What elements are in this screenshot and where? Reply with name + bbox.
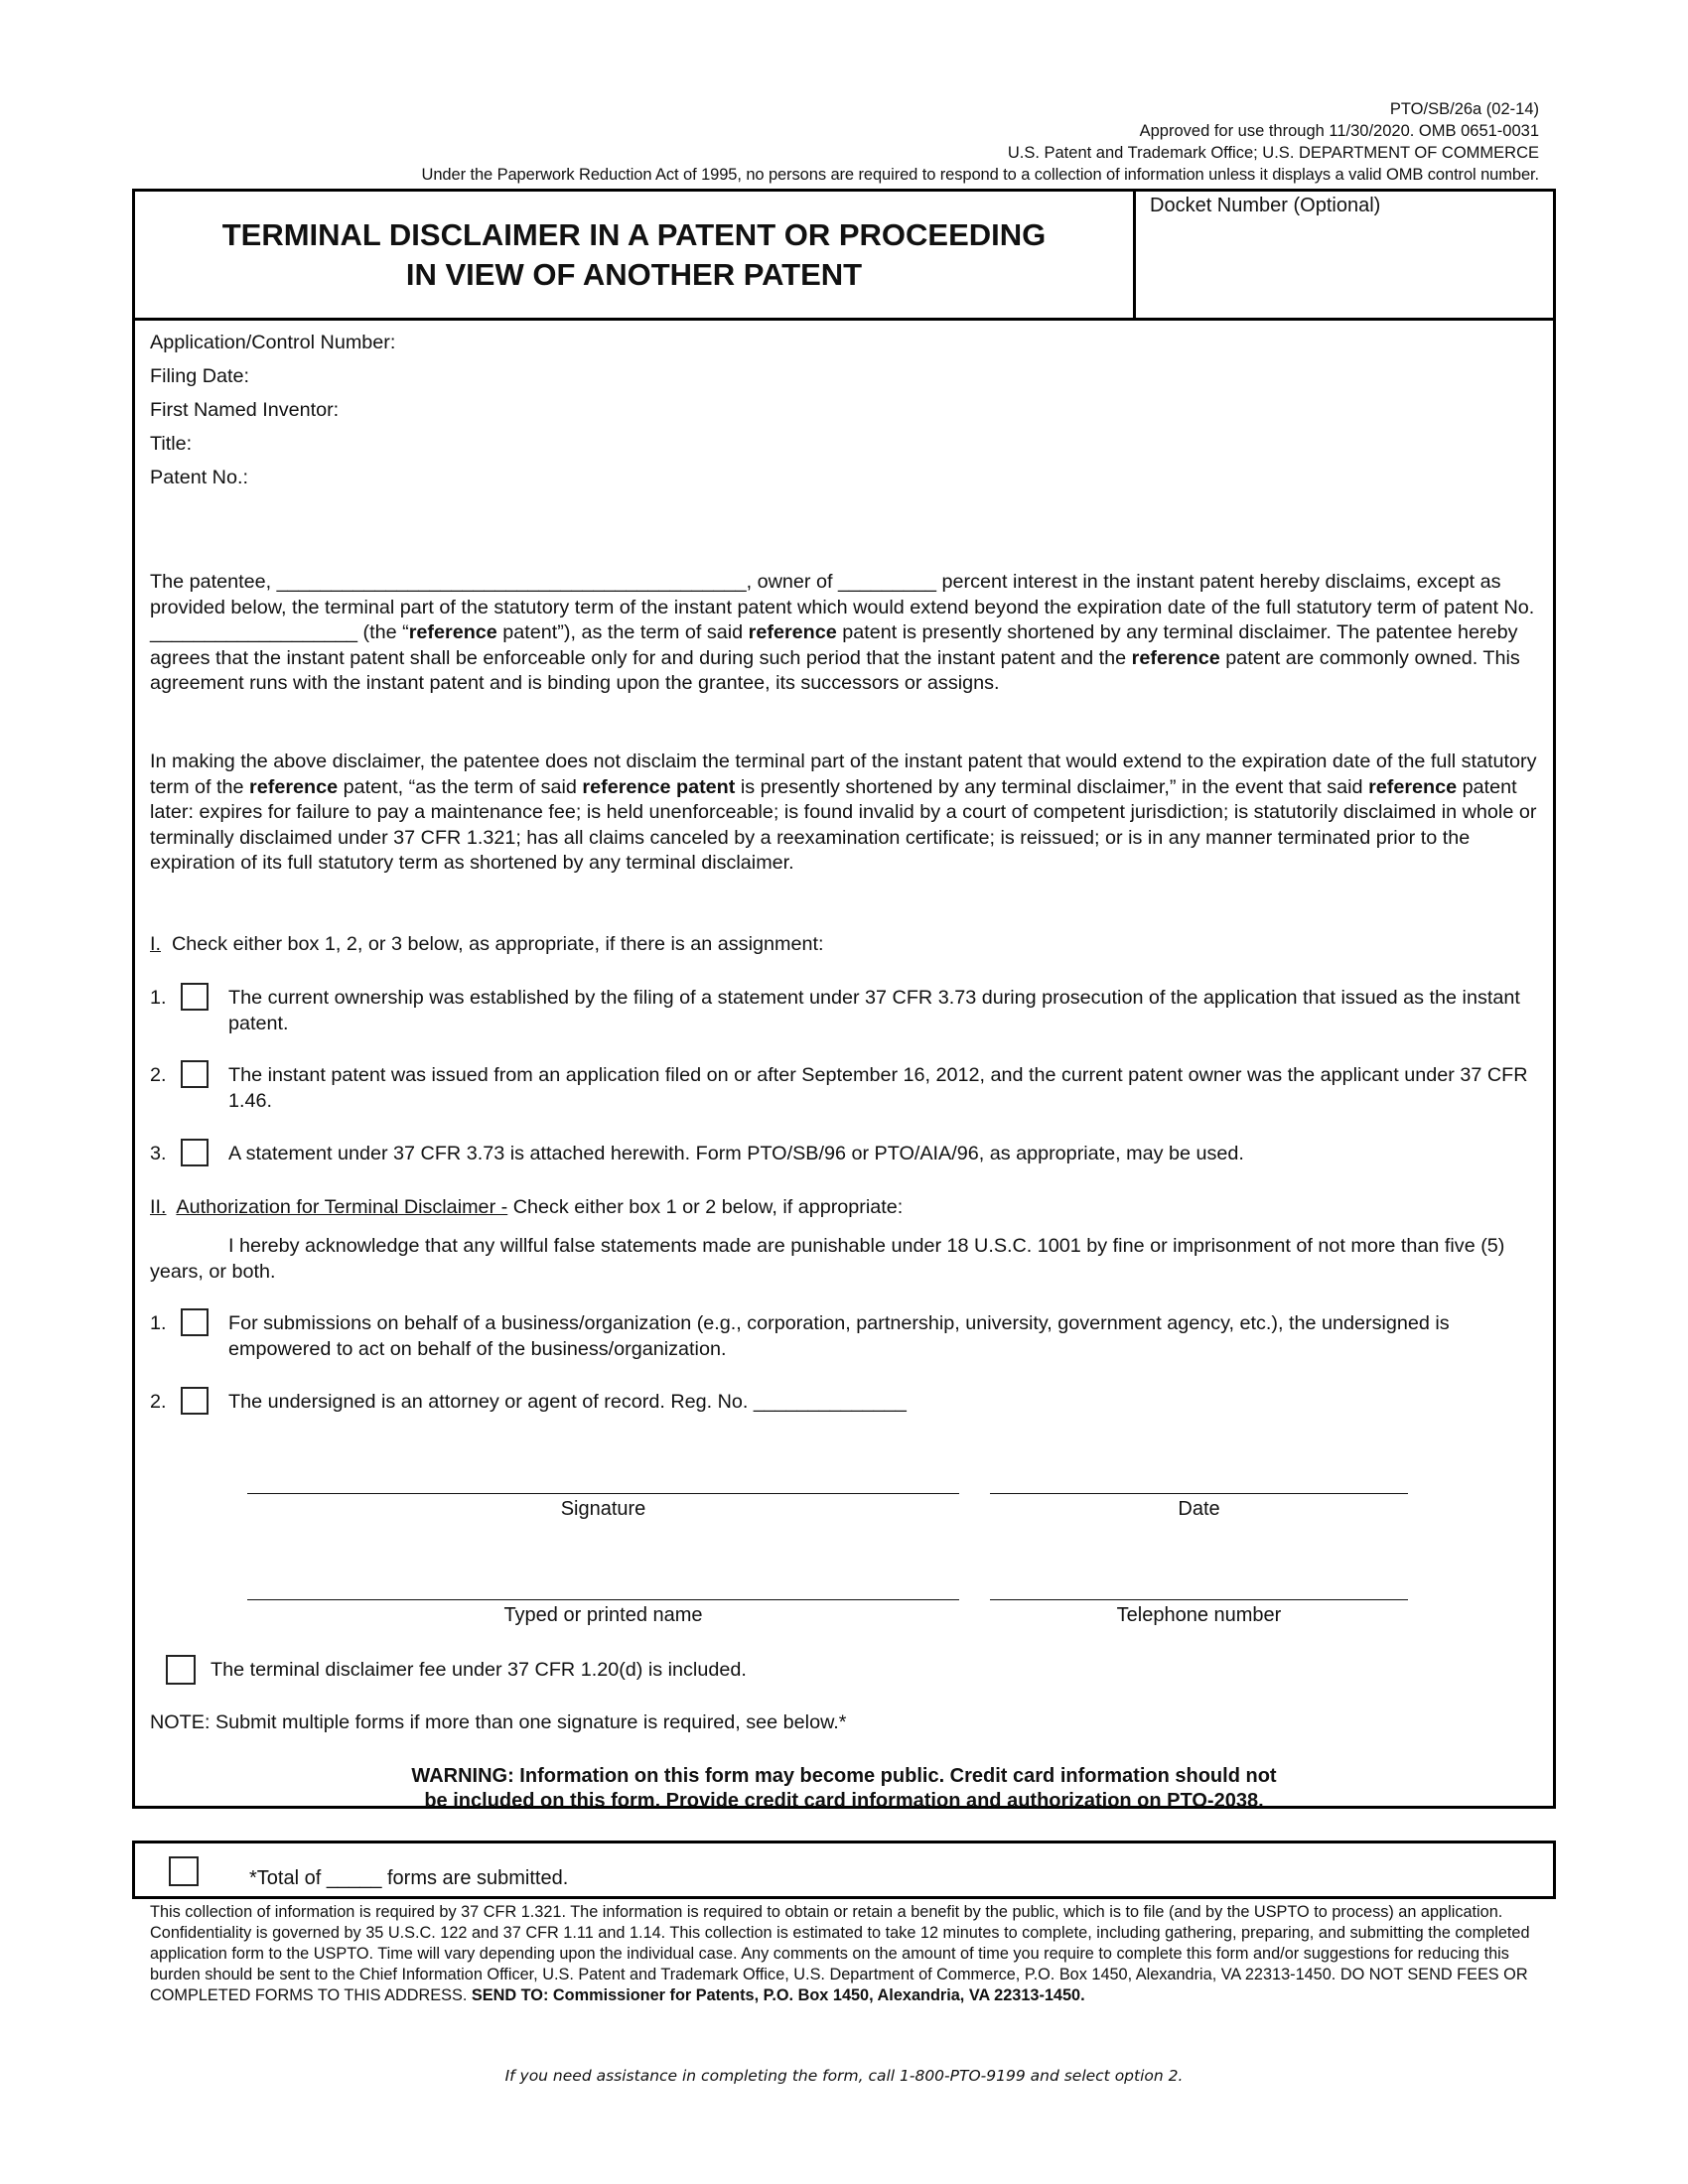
total-forms-checkbox[interactable] [169, 1856, 199, 1886]
authorization-checkbox-1[interactable] [181, 1308, 209, 1336]
paperwork-notice: Under the Paperwork Reduction Act of 1995, no persons are required to respond to a collection of information unless it displays a valid OMB control number. [421, 166, 1539, 184]
assistance-line: If you need assistance in completing the form, call 1-800-PTO-9199 and select option 2. [504, 2067, 1184, 2085]
patent-number-field[interactable]: Patent No.: [150, 467, 248, 488]
omb-approval: Approved for use through 11/30/2020. OMB 0651-0031 [1139, 122, 1539, 140]
assignment-option-3: 3. A statement under 37 CFR 3.73 is attached herewith. Form PTO/SB/96 or PTO/AIA/96, as appropriate, may be used. [150, 1142, 1540, 1167]
printed-name-line[interactable] [247, 1599, 959, 1600]
first-inventor-field[interactable]: First Named Inventor: [150, 399, 340, 421]
disclaimer-paragraph: The patentee, ___________________________________________, owner of _________ percent interest in the instant patent hereby disclaims, except as provided below, the terminal part of the statutory term of the instant patent which would extend beyond the expiration date of the full statutory term of patent No. ___________________ (the “reference patent”), as the term of said reference patent is presently shortened by any terminal disclaimer. The patentee hereby agrees that the instant patent shall be enforceable only for and during such period that the instant patent and the reference patent are commonly owned. This agreement runs with the instant patent and is binding upon the grantee, its successors or assigns. [150, 571, 1535, 694]
assignment-checkbox-2[interactable] [181, 1060, 209, 1088]
docket-number-field[interactable] [1136, 192, 1553, 321]
form-header [422, 98, 1539, 186]
fee-text: The terminal disclaimer fee under 37 CFR 1.20(d) is included. [211, 1659, 747, 1681]
title-field[interactable]: Title: [150, 433, 193, 455]
authorization-option-2: 2. The undersigned is an attorney or agent of record. Reg. No. ______________ [150, 1390, 1540, 1416]
telephone-label: Telephone number [1116, 1604, 1282, 1626]
assignment-option-2: 2. The instant patent was issued from an application filed on or after September 16, 2012, and the current patent owner was the applicant under 37 CFR 1.46. [150, 1063, 1540, 1114]
authorization-option-1: 1. For submissions on behalf of a business/organization (e.g., corporation, partnership, university, government agency, etc.), the undersigned is empowered to act on behalf of the business/organization. [150, 1311, 1540, 1362]
total-forms-text: *Total of _____ forms are submitted. [249, 1867, 569, 1889]
exception-paragraph: In making the above disclaimer, the patentee does not disclaim the terminal part of the instant patent that would extend to the expiration date of the full statutory term of the reference patent, “as the term of said reference patent is presently shortened by any terminal disclaimer,” in the event that said reference patent later: expires for failure to pay a maintenance fee; is held unenforceable; is found invalid by a court of competent jurisdiction; is statutorily disclaimed in whole or terminally disclaimed under 37 CFR 1.321; has all claims canceled by a reexamination certificate; is reissued; or is in any manner terminated prior to the expiration of its full statutory term as shortened by any terminal disclaimer. [150, 751, 1537, 874]
form-title [135, 192, 1136, 321]
printed-name-label: Typed or printed name [503, 1604, 703, 1626]
signature-label: Signature [560, 1498, 646, 1520]
title-line-1: TERMINAL DISCLAIMER IN A PATENT OR PROCEEDING [221, 216, 1047, 252]
note-text: NOTE: Submit multiple forms if more than one signature is required, see below.* [150, 1711, 847, 1733]
assignment-checkbox-3[interactable] [181, 1139, 209, 1166]
docket-number-label: Docket Number (Optional) [1150, 195, 1381, 216]
application-fields [150, 331, 1545, 499]
fee-checkbox[interactable] [166, 1655, 196, 1685]
application-number-field[interactable]: Application/Control Number: [150, 332, 396, 353]
total-forms-box [132, 1841, 1556, 1899]
signature-line[interactable] [247, 1493, 959, 1494]
assignment-option-1: 1. The current ownership was established by the filing of a statement under 37 CFR 3.73 during prosecution of the application that issued as the instant patent. [150, 986, 1540, 1036]
authorization-checkbox-2[interactable] [181, 1387, 209, 1415]
fee-option [166, 1658, 1556, 1684]
acknowledgment-text: I hereby acknowledge that any willful false statements made are punishable under 18 U.S.C. 1001 by fine or imprisonment of not more than five (5) years, or both. [150, 1235, 1505, 1283]
form-id: PTO/SB/26a (02-14) [1389, 100, 1539, 118]
agency-name: U.S. Patent and Trademark Office; U.S. DEPARTMENT OF COMMERCE [1007, 144, 1539, 162]
section-2-heading: II. Authorization for Terminal Disclaimer - Check either box 1 or 2 below, if appropriate: [150, 1196, 904, 1218]
telephone-line[interactable] [990, 1599, 1408, 1600]
date-label: Date [1178, 1498, 1220, 1520]
section-1-heading: I. Check either box 1, 2, or 3 below, as appropriate, if there is an assignment: [150, 933, 824, 955]
filing-date-field[interactable]: Filing Date: [150, 365, 250, 387]
burden-statement: This collection of information is required by 37 CFR 1.321. The information is required to obtain or retain a benefit by the public, which is to file (and by the USPTO to process) an application. Confidentiality is governed by 35 U.S.C. 122 and 37 CFR 1.11 and 1.14. This collection is estimated to take 12 minutes to complete, including gathering, preparing, and submitting the completed application form to the USPTO. Time will vary depending upon the individual case. Any comments on the amount of time you require to complete this form and/or suggestions for reducing this burden should be sent to the Chief Information Officer, U.S. Patent and Trademark Office, U.S. Department of Commerce, P.O. Box 1450, Alexandria, VA 22313-1450. DO NOT SEND FEES OR COMPLETED FORMS TO THIS ADDRESS. SEND TO: Commissioner for Patents, P.O. Box 1450, Alexandria, VA 22313-1450. [150, 1903, 1530, 2004]
title-line-2: IN VIEW OF ANOTHER PATENT [405, 256, 863, 292]
date-line[interactable] [990, 1493, 1408, 1494]
warning-text: WARNING: Information on this form may become public. Credit card information should not be included on this form. Provide credit card information and authorization on PTO-2038. [411, 1765, 1277, 1812]
assignment-checkbox-1[interactable] [181, 983, 209, 1011]
